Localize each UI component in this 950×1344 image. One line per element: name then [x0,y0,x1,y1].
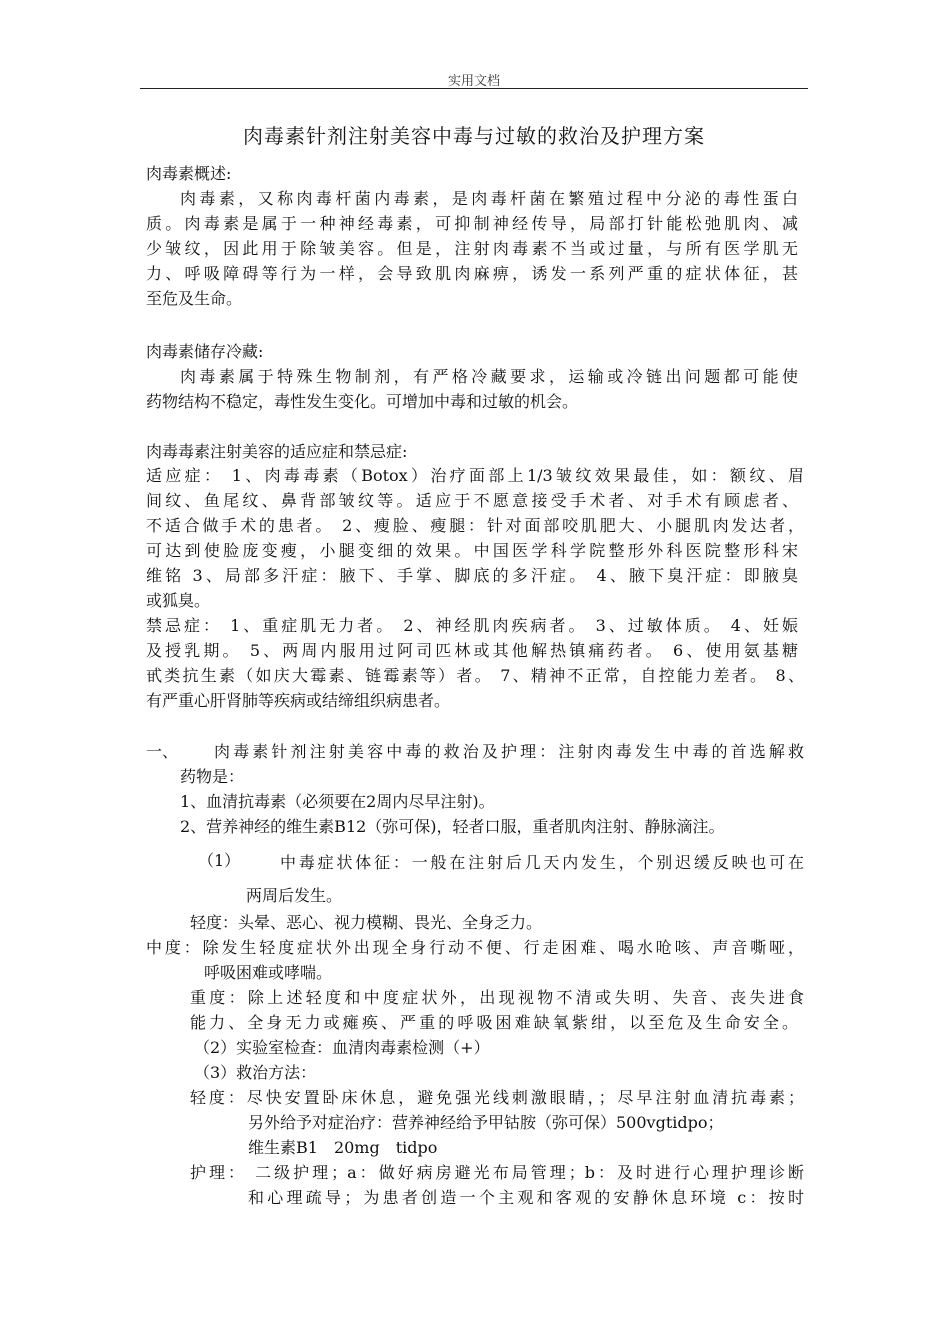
paragraph-line: 药物是： [180,767,245,786]
paragraph-line: 另外给予对症治疗：营养神经给予甲钴胺（弥可保）500vgtidpo； [248,1113,724,1132]
paragraph-line: （3）救治方法： [194,1063,317,1082]
section-heading: 肉毒毒素注射美容的适应症和禁忌症: [146,442,408,461]
subsection-number: （1） [198,851,241,870]
paragraph-line: 能力、全身无力或瘫痪、严重的呼吸困难缺氧紫绀，以至危及生命安全。 [190,1013,798,1032]
paragraph-line: 维铭 3、局部多汗症：腋下、手掌、脚底的多汗症。 4、腋下臭汗症：即腋臭 [146,566,798,585]
paragraph-line: 药物结构不稳定，毒性发生变化。可增加中毒和过敏的机会。 [146,392,579,411]
paragraph-line: （2）实验室检查：血清肉毒素检测（+） [194,1038,490,1057]
paragraph-line: 适应症： 1、肉毒毒素（Botox）治疗面部上1/3皱纹效果最佳，如：额纹、眉 [146,466,804,485]
paragraph-line: 或狐臭。 [146,591,211,610]
paragraph-line: 不适合做手术的患者。 2、瘦脸、瘦腿：针对面部咬肌肥大、小腿肌肉发达者， [146,516,804,535]
paragraph-line: 可达到使脸庞变瘦，小腿变细的效果。中国医学科学院整形外科医院整形科宋 [146,541,798,560]
paragraph-line: 少皱纹，因此用于除皱美容。但是，注射肉毒素不当或过量，与所有医学肌无 [146,239,798,258]
paragraph-line: 重度：除上述轻度和中度症状外，出现视物不清或失明、失音、丧失进食 [190,988,804,1007]
paragraph-line: 至危及生命。 [146,289,243,308]
list-item: 2、营养神经的维生素B12（弥可保)，轻者口服，重者肌肉注射、静脉滴注。 [180,817,725,836]
paragraph-line: 禁忌症： 1、重症肌无力者。 2、神经肌肉疾病者。 3、过敏体质。 4、妊娠 [146,616,798,635]
paragraph-line: 呼吸困难或哮喘。 [204,963,333,982]
paragraph-line: 肉毒素针剂注射美容中毒的救治及护理：注射肉毒发生中毒的首选解救 [214,742,804,761]
paragraph-line: 中度：除发生轻度症状外出现全身行动不便、行走困难、喝水呛咳、声音嘶哑， [146,938,804,957]
page-header: 实用文档 [447,74,500,89]
paragraph-line: 轻度：尽快安置卧床休息，避免强光线刺激眼睛，；尽早注射血清抗毒素； [190,1088,804,1107]
paragraph-line: 肉毒素，又称肉毒杆菌内毒素，是肉毒杆菌在繁殖过程中分泌的毒性蛋白 [180,189,798,208]
paragraph-line: 甙类抗生素（如庆大霉素、链霉素等）者。 7、精神不正常，自控能力差者。 8、 [146,666,804,685]
paragraph-line: 有严重心肝肾肺等疾病或结缔组织病患者。 [146,691,451,710]
document-title: 肉毒素针剂注射美容中毒与过敏的救治及护理方案 [243,124,705,148]
paragraph-line: 力、呼吸障碍等行为一样，会导致肌肉麻痹，诱发一系列严重的症状体征，甚 [146,264,798,283]
paragraph-line: 及授乳期。 5、两周内服用过阿司匹林或其他解热镇痛药者。 6、使用氨基糖 [146,641,798,660]
section-number: 一、 [146,742,179,761]
paragraph-line: 护理： 二级护理；a：做好病房避光布局管理；b：及时进行心理护理诊断 [190,1163,804,1182]
paragraph-line: 中毒症状体征：一般在注射后几天内发生，个别迟缓反映也可在 [280,853,804,872]
paragraph-line: 维生素B1 20mg tidpo [248,1138,438,1157]
paragraph-line: 肉毒素属于特殊生物制剂，有严格冷藏要求，运输或冷链出问题都可能使 [180,367,798,386]
list-item: 1、血清抗毒素（必须要在2周内尽早注射)。 [180,792,495,811]
paragraph-line: 轻度：头晕、恶心、视力模糊、畏光、全身乏力。 [190,913,543,932]
section-heading: 肉毒素概述: [146,164,232,183]
paragraph-line: 间纹、鱼尾纹、鼻背部皱纹等。适应于不愿意接受手术者、对手术有顾虑者、 [146,491,798,510]
section-heading: 肉毒素储存冷藏: [146,342,264,361]
paragraph-line: 和心理疏导；为患者创造一个主观和客观的安静休息环境 c：按时 [248,1188,804,1207]
paragraph-line: 质。肉毒素是属于一种神经毒素，可抑制神经传导，局部打针能松弛肌肉、减 [146,214,798,233]
header-divider [140,88,808,89]
paragraph-line: 两周后发生。 [246,886,343,905]
